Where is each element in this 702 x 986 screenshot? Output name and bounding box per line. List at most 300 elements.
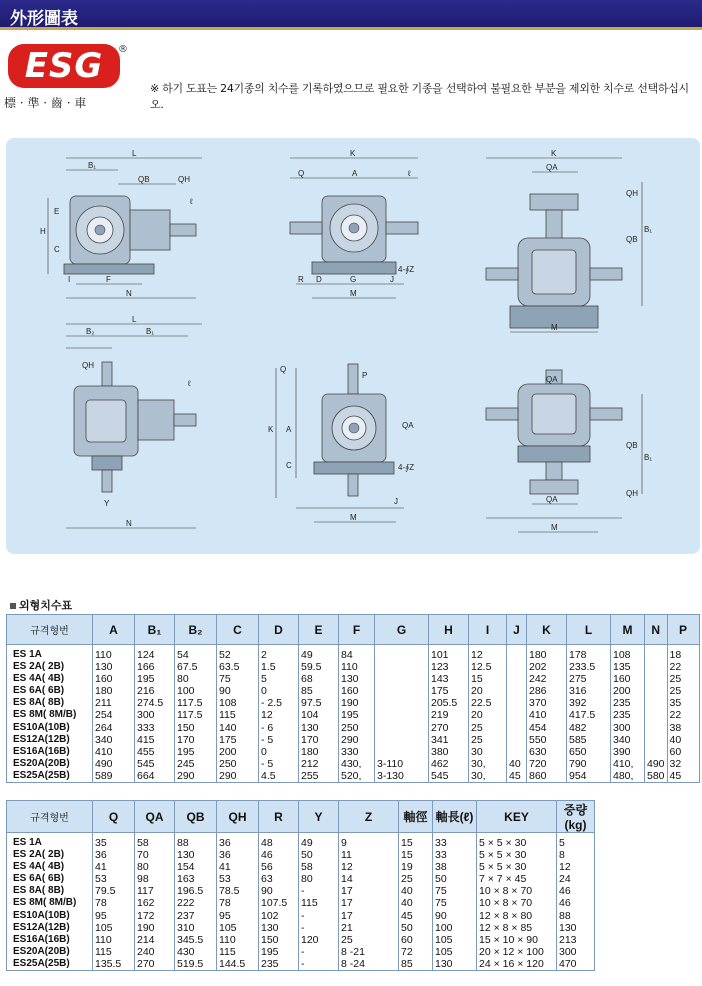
table-1-header-cell: M xyxy=(611,615,645,645)
value-cell: 117.5 xyxy=(175,697,217,709)
label-v1-QH: QH xyxy=(178,175,190,184)
value-cell: 30 xyxy=(469,746,507,758)
value-cell: 270 xyxy=(135,958,175,971)
value-cell xyxy=(375,645,429,662)
value-cell: 63.5 xyxy=(217,661,259,673)
value-cell: 340 xyxy=(93,734,135,746)
table-2-header-cell: QA xyxy=(135,801,175,833)
table-1-header-cell: G xyxy=(375,615,429,645)
table-row xyxy=(7,909,595,921)
table-2-header-cell: Q xyxy=(93,801,135,833)
value-cell: 8 xyxy=(557,849,595,861)
label-v2-Z: 4-∮Z xyxy=(398,265,415,274)
table-row xyxy=(7,709,700,721)
value-cell: 860 xyxy=(527,770,567,783)
value-cell: - xyxy=(299,909,339,921)
value-cell: 380 xyxy=(429,746,469,758)
table-row xyxy=(7,697,700,709)
value-cell: 56 xyxy=(259,861,299,873)
value-cell: 11 xyxy=(339,849,399,861)
value-cell: 25 xyxy=(469,734,507,746)
value-cell: 162 xyxy=(135,897,175,909)
value-cell: 370 xyxy=(527,697,567,709)
label-v5-Q: Q xyxy=(280,365,287,374)
table-row xyxy=(7,885,595,897)
table-2-header-cell: Y xyxy=(299,801,339,833)
drawing-view-6 xyxy=(486,370,642,532)
value-cell: 35 xyxy=(93,833,135,850)
label-v1-C: C xyxy=(54,245,60,254)
value-cell: 455 xyxy=(135,746,175,758)
label-v3-QB: QB xyxy=(626,235,638,244)
model-cell: ES 4A( 4B) xyxy=(7,673,93,685)
value-cell: 70 xyxy=(135,849,175,861)
value-cell: 175 xyxy=(429,685,469,697)
value-cell: 10 × 8 × 70 xyxy=(477,885,557,897)
value-cell: 160 xyxy=(93,673,135,685)
value-cell: 135 xyxy=(611,661,645,673)
value-cell: 80 xyxy=(135,861,175,873)
value-cell: 12 xyxy=(557,861,595,873)
value-cell xyxy=(645,746,668,758)
value-cell: 85 xyxy=(399,958,433,971)
value-cell: 180 xyxy=(527,645,567,662)
value-cell: 50 xyxy=(433,873,477,885)
label-v3-K: K xyxy=(551,149,557,158)
table-row xyxy=(7,661,700,673)
value-cell xyxy=(507,709,527,721)
section-title: 외형치수표 xyxy=(10,597,72,613)
table-row xyxy=(7,861,595,873)
value-cell: - 6 xyxy=(259,721,299,733)
value-cell: 135.5 xyxy=(93,958,135,971)
value-cell: 545 xyxy=(429,770,469,783)
value-cell: 4.5 xyxy=(259,770,299,783)
value-cell: 580 xyxy=(645,770,668,783)
value-cell: 123 xyxy=(429,661,469,673)
value-cell: 270 xyxy=(429,721,469,733)
value-cell: 630 xyxy=(527,746,567,758)
value-cell: 482 xyxy=(567,721,611,733)
esg-logo xyxy=(6,44,120,94)
page-header xyxy=(0,0,702,30)
label-v2-l: ℓ xyxy=(408,169,411,178)
value-cell: 130 xyxy=(339,673,375,685)
logo-subtitle: 標 · 準 · 齒 · 車 xyxy=(4,96,87,110)
model-cell: ES25A(25B) xyxy=(7,770,93,783)
value-cell: 274.5 xyxy=(135,697,175,709)
value-cell: 78 xyxy=(217,897,259,909)
value-cell: 95 xyxy=(217,909,259,921)
label-v5-J: J xyxy=(394,497,398,506)
value-cell: 200 xyxy=(217,746,259,758)
value-cell: 154 xyxy=(175,861,217,873)
value-cell: 213 xyxy=(557,934,595,946)
value-cell: 264 xyxy=(93,721,135,733)
value-cell: 36 xyxy=(93,849,135,861)
value-cell: 170 xyxy=(299,734,339,746)
value-cell: 290 xyxy=(339,734,375,746)
value-cell: 150 xyxy=(259,934,299,946)
value-cell: 430, xyxy=(339,758,375,770)
value-cell: 48 xyxy=(259,833,299,850)
value-cell: 40 xyxy=(399,897,433,909)
table-2-header-row xyxy=(7,801,595,833)
table-row xyxy=(7,897,595,909)
value-cell: 0 xyxy=(259,685,299,697)
value-cell: 90 xyxy=(259,885,299,897)
value-cell: 22 xyxy=(667,661,699,673)
value-cell xyxy=(375,685,429,697)
model-cell: ES 1A xyxy=(7,645,93,662)
value-cell: 242 xyxy=(527,673,567,685)
value-cell: 115 xyxy=(217,709,259,721)
value-cell: 300 xyxy=(135,709,175,721)
value-cell: 105 xyxy=(93,922,135,934)
model-cell: ES25A(25B) xyxy=(7,958,93,971)
value-cell: 38 xyxy=(667,721,699,733)
value-cell xyxy=(507,697,527,709)
value-cell xyxy=(507,645,527,662)
value-cell xyxy=(645,721,668,733)
value-cell: 12 × 8 × 80 xyxy=(477,909,557,921)
value-cell xyxy=(375,721,429,733)
model-cell: ES10A(10B) xyxy=(7,721,93,733)
value-cell: 117.5 xyxy=(175,709,217,721)
value-cell: 105 xyxy=(433,946,477,958)
model-cell: ES 2A( 2B) xyxy=(7,661,93,673)
label-v1-B1: B₁ xyxy=(88,161,97,170)
table-1-header-cell: B₁ xyxy=(135,615,175,645)
value-cell: 5 × 5 × 30 xyxy=(477,861,557,873)
value-cell: 175 xyxy=(217,734,259,746)
value-cell: 115 xyxy=(217,946,259,958)
value-cell: 52 xyxy=(217,645,259,662)
table-2-header-cell: QB xyxy=(175,801,217,833)
table-1-header-cell: D xyxy=(259,615,299,645)
value-cell xyxy=(375,709,429,721)
value-cell: 124 xyxy=(135,645,175,662)
value-cell: 490 xyxy=(645,758,668,770)
label-v1-H: H xyxy=(40,227,46,236)
value-cell: 68 xyxy=(299,673,339,685)
value-cell: 18 xyxy=(667,645,699,662)
table-row xyxy=(7,721,700,733)
value-cell: 3-130 xyxy=(375,770,429,783)
value-cell: 345.5 xyxy=(175,934,217,946)
label-v6-QA-bottom: QA xyxy=(546,495,558,504)
value-cell: 17 xyxy=(339,909,399,921)
value-cell: - xyxy=(299,885,339,897)
value-cell: 430 xyxy=(175,946,217,958)
value-cell xyxy=(375,661,429,673)
value-cell: 5 xyxy=(259,673,299,685)
table-row xyxy=(7,946,595,958)
value-cell: 235 xyxy=(259,958,299,971)
value-cell xyxy=(507,746,527,758)
value-cell: 95 xyxy=(93,909,135,921)
label-v4-B1: B₁ xyxy=(146,327,155,336)
value-cell: 40 xyxy=(399,885,433,897)
value-cell: 300 xyxy=(611,721,645,733)
label-v6-QB: QB xyxy=(626,441,638,450)
value-cell: 166 xyxy=(135,661,175,673)
value-cell: 41 xyxy=(93,861,135,873)
value-cell xyxy=(507,721,527,733)
value-cell: 233.5 xyxy=(567,661,611,673)
value-cell: 80 xyxy=(299,873,339,885)
value-cell: 341 xyxy=(429,734,469,746)
value-cell: 115 xyxy=(299,897,339,909)
page-title: 外形圖表 xyxy=(10,9,78,29)
value-cell: 102 xyxy=(259,909,299,921)
label-v4-B2: B₂ xyxy=(86,327,95,336)
value-cell: 46 xyxy=(557,885,595,897)
value-cell: 15 xyxy=(469,673,507,685)
value-cell: 664 xyxy=(135,770,175,783)
value-cell: 235 xyxy=(611,709,645,721)
label-v2-D: D xyxy=(316,275,322,284)
label-v4-QH: QH xyxy=(82,361,94,370)
table-1-header-cell: I xyxy=(469,615,507,645)
value-cell: 130 xyxy=(259,922,299,934)
value-cell: 720 xyxy=(527,758,567,770)
table-row xyxy=(7,746,700,758)
table-1-header-cell: P xyxy=(667,615,699,645)
value-cell: 390 xyxy=(611,746,645,758)
value-cell: 144.5 xyxy=(217,958,259,971)
value-cell: 650 xyxy=(567,746,611,758)
model-cell: ES 6A( 6B) xyxy=(7,685,93,697)
value-cell xyxy=(375,697,429,709)
value-cell: 254 xyxy=(93,709,135,721)
value-cell: 15 xyxy=(399,833,433,850)
value-cell: 50 xyxy=(399,922,433,934)
value-cell: 130 xyxy=(557,922,595,934)
value-cell: 108 xyxy=(217,697,259,709)
label-v2-A: A xyxy=(352,169,358,178)
value-cell: 245 xyxy=(175,758,217,770)
value-cell xyxy=(645,661,668,673)
label-v2-Q: Q xyxy=(298,169,305,178)
label-v1-L: L xyxy=(132,149,137,158)
label-v4-N: N xyxy=(126,519,132,528)
value-cell: 41 xyxy=(217,861,259,873)
value-cell: 40 xyxy=(507,758,527,770)
value-cell: 250 xyxy=(217,758,259,770)
square-bullet-icon xyxy=(10,603,16,609)
value-cell: 110 xyxy=(217,934,259,946)
table-1-header-cell: F xyxy=(339,615,375,645)
value-cell: 480, xyxy=(611,770,645,783)
value-cell: 25 xyxy=(399,873,433,885)
value-cell: 78 xyxy=(93,897,135,909)
table-2-header-cell: 軸長(ℓ) xyxy=(433,801,477,833)
table-1-header-cell: A xyxy=(93,615,135,645)
value-cell: 59.5 xyxy=(299,661,339,673)
label-v3-M: M xyxy=(551,323,558,332)
value-cell: 79.5 xyxy=(93,885,135,897)
table-row xyxy=(7,734,700,746)
value-cell: 214 xyxy=(135,934,175,946)
value-cell: 250 xyxy=(339,721,375,733)
model-cell: ES16A(16B) xyxy=(7,934,93,946)
value-cell: 100 xyxy=(433,922,477,934)
value-cell: 36 xyxy=(217,849,259,861)
notice-text: ※ 하기 도표는 24기종의 치수를 기록하였으므로 필요한 기종을 선택하여 불필요한 부분을 제외한 치수로 선택하십시오. xyxy=(150,82,689,111)
value-cell: 140 xyxy=(217,721,259,733)
value-cell: - xyxy=(299,922,339,934)
value-cell: 143 xyxy=(429,673,469,685)
table-row xyxy=(7,673,700,685)
value-cell: 160 xyxy=(611,673,645,685)
value-cell: 14 xyxy=(339,873,399,885)
value-cell: 12 xyxy=(339,861,399,873)
table-1-header-cell: L xyxy=(567,615,611,645)
value-cell: 17 xyxy=(339,885,399,897)
value-cell: 115 xyxy=(93,946,135,958)
table-row xyxy=(7,833,595,850)
registered-mark: ® xyxy=(118,44,128,55)
table-1-header-row xyxy=(7,615,700,645)
table-2-body xyxy=(7,833,595,971)
table-2-header-cell: 軸徑 xyxy=(399,801,433,833)
value-cell: 130 xyxy=(299,721,339,733)
table-row xyxy=(7,758,700,770)
label-v6-QA-top: QA xyxy=(546,375,558,384)
value-cell: 237 xyxy=(175,909,217,921)
model-cell: ES 8M( 8M/B) xyxy=(7,709,93,721)
value-cell: 392 xyxy=(567,697,611,709)
label-v4-Y: Y xyxy=(104,499,110,508)
value-cell: 216 xyxy=(135,685,175,697)
model-cell: ES 8A( 8B) xyxy=(7,885,93,897)
value-cell: 190 xyxy=(135,922,175,934)
value-cell: 117 xyxy=(135,885,175,897)
value-cell: 255 xyxy=(299,770,339,783)
value-cell xyxy=(507,673,527,685)
label-v5-K: K xyxy=(268,425,274,434)
label-v1-F: F xyxy=(106,275,111,284)
value-cell: 286 xyxy=(527,685,567,697)
value-cell: 545 xyxy=(135,758,175,770)
value-cell: 25 xyxy=(339,934,399,946)
value-cell xyxy=(375,746,429,758)
table-1-header-cell: B₂ xyxy=(175,615,217,645)
value-cell: 415 xyxy=(135,734,175,746)
model-cell: ES 6A( 6B) xyxy=(7,873,93,885)
value-cell: 417.5 xyxy=(567,709,611,721)
value-cell: 38 xyxy=(433,861,477,873)
value-cell: 22 xyxy=(667,709,699,721)
value-cell: 101 xyxy=(429,645,469,662)
value-cell: 589 xyxy=(93,770,135,783)
label-v1-I: I xyxy=(68,275,71,284)
dimension-table-2 xyxy=(6,800,595,971)
value-cell: 58 xyxy=(135,833,175,850)
model-cell: ES20A(20B) xyxy=(7,946,93,958)
value-cell: 9 xyxy=(339,833,399,850)
value-cell: 150 xyxy=(175,721,217,733)
value-cell: 130 xyxy=(433,958,477,971)
value-cell: 163 xyxy=(175,873,217,885)
value-cell: 8 -21 xyxy=(339,946,399,958)
label-v1-QB: QB xyxy=(138,175,150,184)
table-row xyxy=(7,873,595,885)
value-cell: 2 xyxy=(259,645,299,662)
value-cell: 105 xyxy=(217,922,259,934)
value-cell xyxy=(645,685,668,697)
label-v3-QH: QH xyxy=(626,189,638,198)
value-cell: 130 xyxy=(93,661,135,673)
label-v3-B1: B₁ xyxy=(644,225,653,234)
value-cell: 178 xyxy=(567,645,611,662)
value-cell: - xyxy=(299,946,339,958)
value-cell: 195 xyxy=(175,746,217,758)
value-cell: 46 xyxy=(259,849,299,861)
value-cell: 300 xyxy=(557,946,595,958)
value-cell: 550 xyxy=(527,734,567,746)
value-cell xyxy=(645,709,668,721)
dimension-table-1 xyxy=(6,614,700,783)
value-cell: 58 xyxy=(299,861,339,873)
dimension-drawings-panel xyxy=(6,138,700,554)
drawing-view-4 xyxy=(66,324,202,528)
value-cell: 100 xyxy=(175,685,217,697)
value-cell: 195 xyxy=(259,946,299,958)
value-cell: 0 xyxy=(259,746,299,758)
value-cell: 470 xyxy=(557,958,595,971)
table-row xyxy=(7,685,700,697)
table-1-header-cell: C xyxy=(217,615,259,645)
value-cell: 97.5 xyxy=(299,697,339,709)
value-cell: 211 xyxy=(93,697,135,709)
value-cell: 410, xyxy=(611,758,645,770)
value-cell: 53 xyxy=(217,873,259,885)
table-1-header-cell: E xyxy=(299,615,339,645)
value-cell: 10 × 8 × 70 xyxy=(477,897,557,909)
value-cell: 12.5 xyxy=(469,661,507,673)
value-cell: 12 × 8 × 85 xyxy=(477,922,557,934)
value-cell: 98 xyxy=(135,873,175,885)
value-cell: 275 xyxy=(567,673,611,685)
value-cell: 80 xyxy=(175,673,217,685)
value-cell: 21 xyxy=(339,922,399,934)
table-2-header-cell: QH xyxy=(217,801,259,833)
value-cell: 32 xyxy=(667,758,699,770)
value-cell: 310 xyxy=(175,922,217,934)
value-cell: 45 xyxy=(399,909,433,921)
value-cell: 17 xyxy=(339,897,399,909)
value-cell: 22.5 xyxy=(469,697,507,709)
model-cell: ES12A(12B) xyxy=(7,922,93,934)
value-cell: 7 × 7 × 45 xyxy=(477,873,557,885)
model-cell: ES 2A( 2B) xyxy=(7,849,93,861)
label-v5-Z: 4-∮Z xyxy=(398,463,415,472)
value-cell: 490 xyxy=(93,758,135,770)
model-cell: ES20A(20B) xyxy=(7,758,93,770)
model-cell: ES 4A( 4B) xyxy=(7,861,93,873)
value-cell: 205.5 xyxy=(429,697,469,709)
value-cell xyxy=(507,661,527,673)
value-cell: 219 xyxy=(429,709,469,721)
value-cell: 333 xyxy=(135,721,175,733)
value-cell: 25 xyxy=(667,673,699,685)
value-cell: 67.5 xyxy=(175,661,217,673)
value-cell: 45 xyxy=(667,770,699,783)
value-cell: 60 xyxy=(399,934,433,946)
value-cell: 20 xyxy=(469,685,507,697)
